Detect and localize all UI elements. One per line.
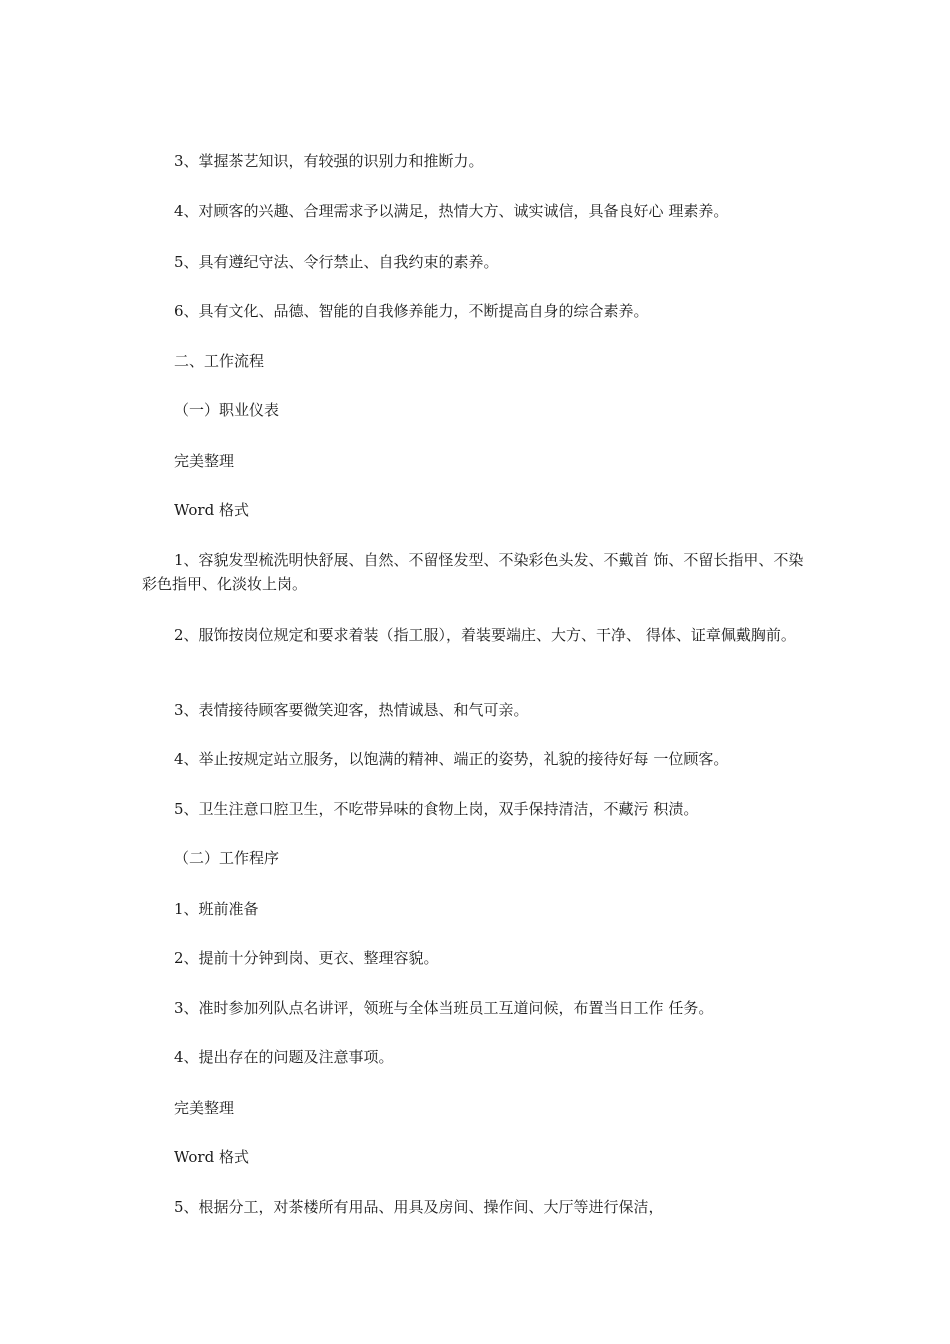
paragraph-appearance-4: 4、举止按规定站立服务，以饱满的精神、端正的姿势，礼貌的接待好每 一位顾客。 xyxy=(174,750,729,768)
subsection-heading-appearance: （一）职业仪表 xyxy=(174,401,280,419)
section-heading-workflow: 二、工作流程 xyxy=(174,352,265,370)
watermark-format-text: Word 格式 xyxy=(174,501,249,519)
paragraph-appearance-1: 1、容貌发型梳洗明快舒展、自然、不留怪发型、不染彩色头发、不戴首 饰、不留长指甲、不染彩色指甲、化淡妆上岗。 xyxy=(142,551,804,593)
paragraph-appearance-3: 3、表情接待顾客要微笑迎客，热情诚恳、和气可亲。 xyxy=(174,701,529,719)
watermark-text-2: 完美整理 xyxy=(174,1099,235,1117)
paragraph-appearance-2: 2、服饰按岗位规定和要求着装（指工服），着装要端庄、大方、干净、 得体、证章佩戴胸前。 xyxy=(174,626,796,644)
paragraph-procedure-1: 1、班前准备 xyxy=(174,900,259,918)
paragraph-procedure-4: 4、提出存在的问题及注意事项。 xyxy=(174,1048,394,1066)
paragraph-skill-6: 6、具有文化、品德、智能的自我修养能力，不断提高自身的综合素养。 xyxy=(174,302,649,320)
watermark-format-text-2: Word 格式 xyxy=(174,1148,249,1166)
paragraph-procedure-5: 5、根据分工，对茶楼所有用品、用具及房间、操作间、大厅等进行保洁， xyxy=(174,1198,664,1216)
paragraph-skill-3: 3、掌握茶艺知识，有较强的识别力和推断力。 xyxy=(174,152,484,170)
paragraph-procedure-3: 3、准时参加列队点名讲评，领班与全体当班员工互道问候，布置当日工作 任务。 xyxy=(174,999,714,1017)
paragraph-skill-5: 5、具有遵纪守法、令行禁止、自我约束的素养。 xyxy=(174,253,499,271)
paragraph-procedure-2: 2、提前十分钟到岗、更衣、整理容貌。 xyxy=(174,949,439,967)
paragraph-skill-4: 4、对顾客的兴趣、合理需求予以满足，热情大方、诚实诚信，具备良好心 理素养。 xyxy=(174,202,729,220)
paragraph-appearance-5: 5、卫生注意口腔卫生，不吃带异味的食物上岗，双手保持清洁，不藏污 积渍。 xyxy=(174,800,699,818)
subsection-heading-procedure: （二）工作程序 xyxy=(174,849,280,867)
watermark-text: 完美整理 xyxy=(174,452,235,470)
